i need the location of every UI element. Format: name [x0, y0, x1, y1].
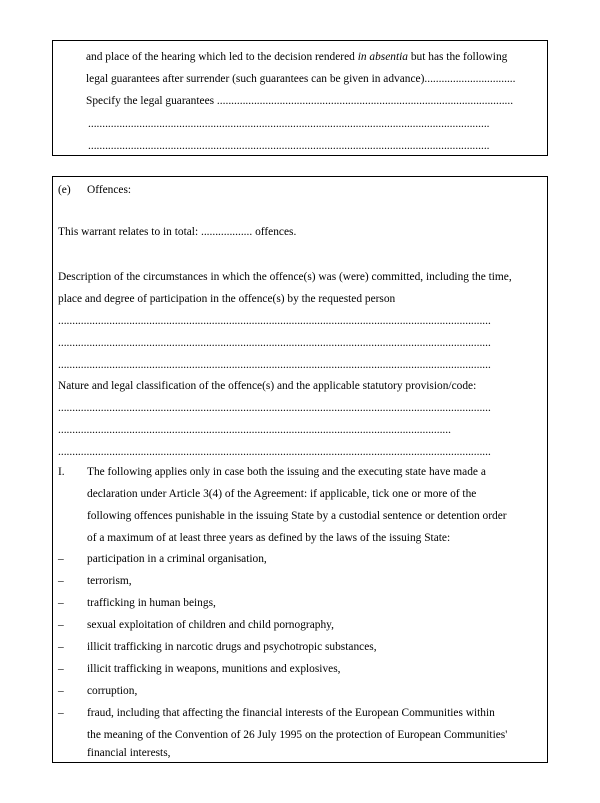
dash-bullet: –	[58, 641, 64, 653]
dash-bullet: –	[58, 575, 64, 587]
offence-list-item	[53, 684, 543, 698]
dash-bullet: –	[58, 597, 64, 609]
offence-text: corruption,	[87, 685, 138, 697]
item-line-4: of a maximum of at least three years as defined by the laws of the issuing State:	[87, 532, 451, 544]
section-title: Offences:	[87, 184, 132, 196]
offence-text: sexual exploitation of children and child pornography,	[87, 619, 334, 631]
dash-bullet: –	[58, 663, 64, 675]
legal-guarantees-box	[52, 40, 548, 156]
specify-guarantees-line: Specify the legal guarantees ........................................................................................................	[86, 95, 514, 107]
description-dotted-line-2: ........................................................................................................................................................	[58, 337, 491, 349]
nature-dotted-line-1: ........................................................................................................................................................	[58, 402, 491, 414]
guarantees-dotted-line-1: .............................................................................................................................................	[88, 118, 490, 130]
offence-total-line: This warrant relates to in total: .................. offences.	[58, 226, 297, 238]
item-marker: I.	[58, 466, 65, 478]
offence-text: participation in a criminal organisation,	[87, 553, 267, 565]
nature-classification-line: Nature and legal classification of the offence(s) and the applicable statutory provision/code:	[58, 380, 477, 392]
offence-list-item	[53, 706, 543, 720]
offence-list-item	[53, 662, 543, 676]
nature-dotted-line-2: ..........................................................................................................................................	[58, 424, 451, 436]
description-line-2: place and degree of participation in the offence(s) by the requested person	[58, 293, 396, 305]
offence-list-item	[53, 596, 543, 610]
nature-dotted-line-3: ........................................................................................................................................................	[58, 446, 491, 458]
description-line-1: Description of the circumstances in which the offence(s) was (were) committed, including the time,	[58, 271, 512, 283]
guarantees-dotted-line-2: .............................................................................................................................................	[88, 140, 490, 152]
offence-list-item	[53, 574, 543, 588]
offence-text: illicit trafficking in weapons, munitions and explosives,	[87, 663, 341, 675]
offence-list-item	[53, 640, 543, 654]
description-dotted-line-3: ........................................................................................................................................................	[58, 359, 491, 371]
dash-bullet: –	[58, 553, 64, 565]
dash-bullet: –	[58, 707, 64, 719]
offences-box	[52, 176, 548, 763]
offence-list-item	[53, 552, 543, 566]
fraud-continuation-2: financial interests,	[87, 747, 171, 759]
offence-text: terrorism,	[87, 575, 132, 587]
item-line-3: following offences punishable in the issuing State by a custodial sentence or detention order	[87, 510, 507, 522]
offence-text: fraud, including that affecting the financial interests of the European Communities within	[87, 707, 495, 719]
dash-bullet: –	[58, 685, 64, 697]
section-letter: (e)	[58, 184, 71, 196]
fraud-continuation-1: the meaning of the Convention of 26 July 1995 on the protection of European Communities'	[87, 729, 508, 741]
offence-list-item	[53, 618, 543, 632]
dash-bullet: –	[58, 619, 64, 631]
item-line-1: The following applies only in case both the issuing and the executing state have made a	[87, 466, 486, 478]
guarantees-line-1: and place of the hearing which led to the decision rendered in absentia but has the following	[86, 51, 508, 63]
offence-text: trafficking in human beings,	[87, 597, 216, 609]
item-line-2: declaration under Article 3(4) of the Agreement: if applicable, tick one or more of the	[87, 488, 477, 500]
description-dotted-line-1: ........................................................................................................................................................	[58, 315, 491, 327]
offence-text: illicit trafficking in narcotic drugs and psychotropic substances,	[87, 641, 377, 653]
guarantees-line-2: legal guarantees after surrender (such guarantees can be given in advance)................................	[86, 73, 516, 85]
